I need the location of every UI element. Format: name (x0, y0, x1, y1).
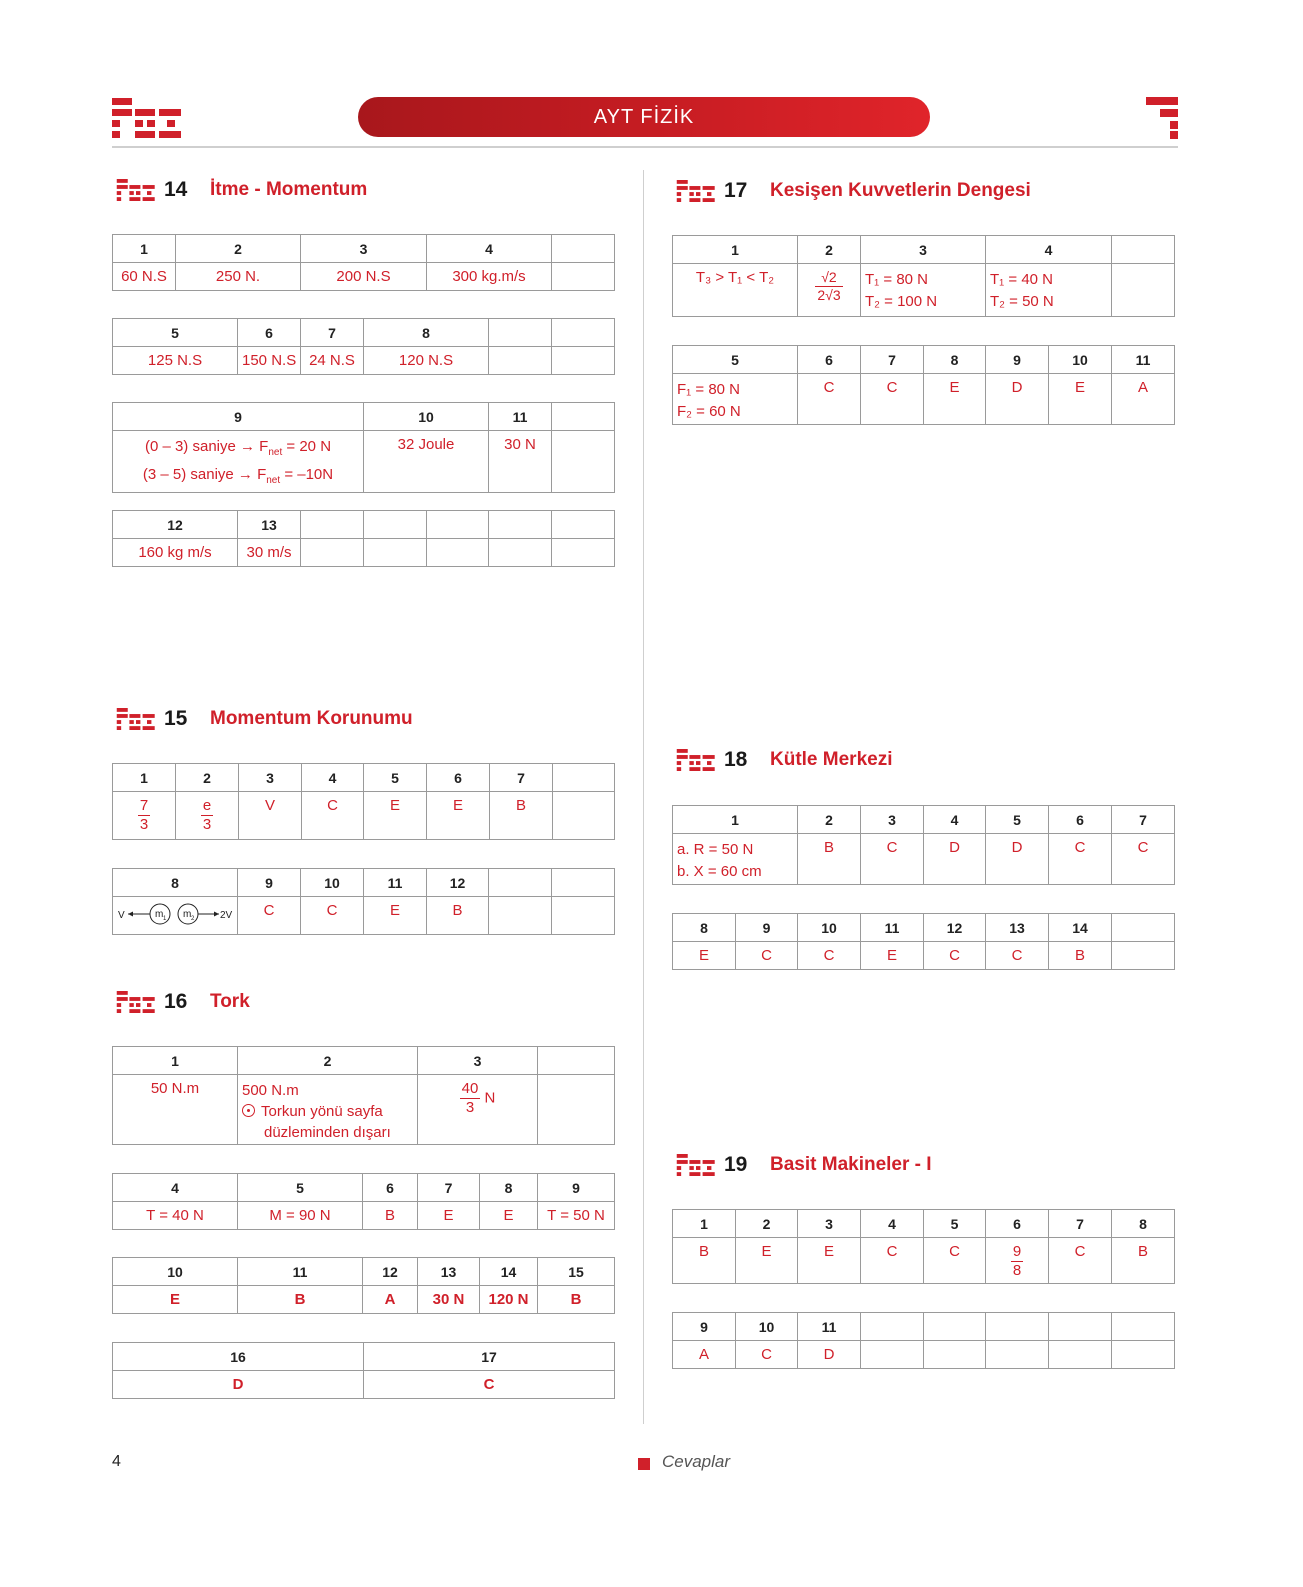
q-number: 9 (986, 346, 1049, 374)
answer-table-14b (112, 318, 615, 375)
empty-cell (364, 511, 427, 539)
answer-line: düzleminden dışarı (264, 1124, 391, 1141)
empty-cell (1112, 236, 1175, 264)
fraction: $\frac{7}{3}$ (139, 797, 149, 833)
answer-cell: D (986, 374, 1049, 425)
empty-cell (861, 1313, 924, 1341)
answer-table-19a (672, 1209, 1175, 1284)
answer-cell: C (861, 1238, 924, 1284)
answer-cell: C (736, 942, 798, 970)
svg-text:V: V (118, 910, 125, 921)
section-title-14 (116, 175, 367, 205)
q-number: 1 (673, 236, 798, 264)
empty-cell (364, 539, 427, 567)
faz-logo (112, 98, 182, 138)
answer-cell: 30 m/s (238, 539, 301, 567)
q-number: 12 (427, 869, 489, 897)
answer-table-16a (112, 1046, 615, 1145)
q-number: 17 (364, 1343, 615, 1371)
answer-cell: A (1112, 374, 1175, 425)
answer-cell: D (798, 1341, 861, 1369)
q-number: 9 (538, 1174, 615, 1202)
empty-cell (553, 764, 615, 792)
answer-cell: T = 40 N (113, 1202, 238, 1230)
empty-cell (552, 869, 615, 897)
answer-cell: C (1049, 1238, 1112, 1284)
faz-mini-logo (676, 749, 716, 771)
answer-cell: 150 N.S (238, 347, 301, 375)
answer-cell: T₁ = 80 N T₂ = 100 N (861, 264, 986, 317)
empty-cell (924, 1341, 986, 1369)
empty-cell (1049, 1341, 1112, 1369)
q-number: 11 (364, 869, 427, 897)
footer-label: Cevaplar (662, 1452, 731, 1471)
q-number: 5 (924, 1210, 986, 1238)
section-name: Momentum Korunumu (210, 708, 413, 729)
answer-cell: C (798, 942, 861, 970)
empty-cell (552, 403, 615, 431)
empty-cell (552, 431, 615, 493)
answer-cell: B (363, 1202, 418, 1230)
svg-text:m: m (183, 909, 192, 920)
answer-cell: B (798, 834, 861, 885)
empty-cell (986, 1313, 1049, 1341)
answer-table-14c (112, 402, 615, 493)
section-title-19 (676, 1150, 932, 1180)
q-number: 12 (113, 511, 238, 539)
q-number: 1 (673, 1210, 736, 1238)
q-number: 13 (238, 511, 301, 539)
collision-diagram (115, 901, 235, 927)
q-number: 1 (113, 764, 176, 792)
answer-table-18a (672, 805, 1175, 885)
answer-cell: T = 50 N (538, 1202, 615, 1230)
answer-cell: A (673, 1341, 736, 1369)
answer-cell: E (480, 1202, 538, 1230)
q-number: 4 (427, 235, 552, 263)
answer-cell: C (301, 897, 364, 935)
section-name: Basit Makineler - I (770, 1154, 932, 1175)
answer-line: Torkun yönü sayfa (242, 1101, 413, 1122)
q-number: 3 (861, 236, 986, 264)
empty-cell (427, 539, 489, 567)
answer-line: 500 N.m (242, 1082, 299, 1099)
answer-line: (3 – 5) saniye → $F_{net} = -10N$ (142, 466, 334, 486)
section-number: 17 (724, 179, 748, 202)
answer-cell: C (736, 1341, 798, 1369)
answer-table-17a (672, 235, 1175, 317)
answer-cell (113, 431, 364, 493)
q-number: 7 (861, 346, 924, 374)
q-number: 11 (798, 1313, 861, 1341)
q-number: 9 (113, 403, 364, 431)
q-number: 1 (673, 806, 798, 834)
column-divider (643, 170, 644, 1424)
faz-corner-logo (1146, 97, 1178, 139)
section-title-17 (676, 176, 1031, 206)
answer-cell: B (673, 1238, 736, 1284)
q-number: 8 (364, 319, 489, 347)
answer-table-16c (112, 1257, 615, 1314)
answer-cell: E (736, 1238, 798, 1284)
section-number: 18 (724, 748, 748, 771)
answer-table-19b (672, 1312, 1175, 1369)
q-number: 6 (798, 346, 861, 374)
answer-cell: B (238, 1286, 363, 1314)
q-number: 3 (861, 806, 924, 834)
answer-cell: E (1049, 374, 1112, 425)
empty-cell (489, 897, 552, 935)
q-number: 4 (113, 1174, 238, 1202)
answer-cell: E (418, 1202, 480, 1230)
page-number: 4 (112, 1453, 121, 1470)
answer-cell: a. R = 50 N b. X = 60 cm (673, 834, 798, 885)
q-number: 7 (1112, 806, 1175, 834)
empty-cell (489, 869, 552, 897)
empty-cell (1112, 942, 1175, 970)
answer-cell (113, 792, 176, 840)
answer-table-14d (112, 510, 615, 567)
answer-cell: C (238, 897, 301, 935)
q-number: 10 (798, 914, 861, 942)
answer-table-16d (112, 1342, 615, 1399)
answer-cell: 60 N.S (113, 263, 176, 291)
answer-line: (0 – 3) saniye → $F_{net} = 20$ N (144, 438, 332, 458)
q-number: 3 (301, 235, 427, 263)
q-number: 5 (673, 346, 798, 374)
q-number: 15 (538, 1258, 615, 1286)
empty-cell (552, 511, 615, 539)
empty-cell (552, 897, 615, 935)
q-number: 7 (418, 1174, 480, 1202)
q-number: 10 (301, 869, 364, 897)
q-number: 4 (302, 764, 364, 792)
answer-cell: E (427, 792, 490, 840)
empty-cell (538, 1047, 615, 1075)
empty-cell (301, 511, 364, 539)
empty-cell (553, 792, 615, 840)
section-number: 16 (164, 990, 188, 1013)
answer-cell: 30 N (489, 431, 552, 493)
q-number: 6 (986, 1210, 1049, 1238)
answer-cell: E (364, 792, 427, 840)
q-number: 7 (301, 319, 364, 347)
answer-cell: 300 kg.m/s (427, 263, 552, 291)
q-number: 5 (364, 764, 427, 792)
q-number: 12 (924, 914, 986, 942)
answer-cell: E (861, 942, 924, 970)
answer-cell: C (861, 834, 924, 885)
section-name: İtme - Momentum (210, 179, 368, 200)
q-number: 4 (924, 806, 986, 834)
q-number: 11 (1112, 346, 1175, 374)
q-number: 3 (239, 764, 302, 792)
answer-cell (176, 792, 239, 840)
faz-mini-logo (116, 708, 156, 730)
q-number: 14 (1049, 914, 1112, 942)
answer-cell: 125 N.S (113, 347, 238, 375)
q-number: 2 (798, 236, 861, 264)
empty-cell (552, 235, 615, 263)
answer-cell: E (113, 1286, 238, 1314)
answer-cell: C (1112, 834, 1175, 885)
empty-cell (1112, 914, 1175, 942)
q-number: 1 (113, 235, 176, 263)
q-number: 13 (418, 1258, 480, 1286)
answer-cell: 120 N.S (364, 347, 489, 375)
section-number: 15 (164, 707, 188, 730)
faz-mini-logo (116, 991, 156, 1013)
fraction: $\frac{40}{3}$ (461, 1080, 479, 1116)
empty-cell (1112, 1341, 1175, 1369)
q-number: 10 (113, 1258, 238, 1286)
answer-cell: D (924, 834, 986, 885)
q-number: 11 (238, 1258, 363, 1286)
empty-cell (427, 511, 489, 539)
q-number: 5 (238, 1174, 363, 1202)
answer-cell: 160 kg m/s (113, 539, 238, 567)
svg-text:m: m (155, 909, 164, 920)
answer-cell: 200 N.S (301, 263, 427, 291)
answer-cell: E (924, 374, 986, 425)
q-number: 13 (986, 914, 1049, 942)
fraction: $\frac{e}{3}$ (202, 797, 212, 833)
empty-cell (301, 539, 364, 567)
empty-cell (489, 539, 552, 567)
svg-text:1: 1 (163, 916, 167, 922)
empty-cell (986, 1341, 1049, 1369)
q-number: 4 (861, 1210, 924, 1238)
answer-cell: C (364, 1371, 615, 1399)
answer-cell (113, 897, 238, 935)
answer-cell (798, 264, 861, 317)
empty-cell (489, 347, 552, 375)
q-number: 11 (489, 403, 552, 431)
q-number: 6 (238, 319, 301, 347)
empty-cell (538, 1075, 615, 1145)
q-number: 5 (986, 806, 1049, 834)
q-number: 8 (480, 1174, 538, 1202)
answer-cell: C (798, 374, 861, 425)
answer-cell: C (1049, 834, 1112, 885)
answer-table-17b (672, 345, 1175, 425)
q-number: 2 (176, 764, 239, 792)
answer-cell: F₁ = 80 N F₂ = 60 N (673, 374, 798, 425)
q-number: 2 (736, 1210, 798, 1238)
empty-cell (1112, 264, 1175, 317)
answer-cell: E (798, 1238, 861, 1284)
empty-cell (489, 511, 552, 539)
answer-cell: 120 N (480, 1286, 538, 1314)
empty-cell (552, 539, 615, 567)
section-title-16 (116, 987, 250, 1017)
answer-cell: E (673, 942, 736, 970)
answer-cell: B (1112, 1238, 1175, 1284)
answer-cell: T₃ > T₁ < T₂ (673, 264, 798, 317)
q-number: 8 (924, 346, 986, 374)
empty-cell (861, 1341, 924, 1369)
q-number: 9 (673, 1313, 736, 1341)
q-number: 2 (798, 806, 861, 834)
empty-cell (552, 263, 615, 291)
answer-cell: B (490, 792, 553, 840)
q-number: 5 (113, 319, 238, 347)
answer-table-15a (112, 763, 615, 840)
empty-cell (1112, 1313, 1175, 1341)
header-title: AYT FİZİK (358, 97, 930, 137)
answer-cell (986, 1238, 1049, 1284)
answer-cell: D (986, 834, 1049, 885)
answer-cell: A (363, 1286, 418, 1314)
q-number: 9 (736, 914, 798, 942)
answer-cell: C (924, 942, 986, 970)
q-number: 6 (427, 764, 490, 792)
answer-cell: 24 N.S (301, 347, 364, 375)
answer-cell: C (924, 1238, 986, 1284)
fraction: $\frac{√2}{2√3}$ (817, 269, 841, 303)
answer-table-14a (112, 234, 615, 291)
q-number: 10 (736, 1313, 798, 1341)
q-number: 6 (1049, 806, 1112, 834)
q-number: 8 (113, 869, 238, 897)
empty-cell (552, 319, 615, 347)
q-number: 1 (113, 1047, 238, 1075)
q-number: 11 (861, 914, 924, 942)
q-number: 12 (363, 1258, 418, 1286)
q-number: 6 (363, 1174, 418, 1202)
footer-square-icon (638, 1458, 650, 1470)
section-number: 19 (724, 1153, 748, 1176)
empty-cell (489, 319, 552, 347)
answer-cell: 50 N.m (113, 1075, 238, 1145)
q-number: 3 (418, 1047, 538, 1075)
empty-cell (924, 1313, 986, 1341)
answer-table-16b (112, 1173, 615, 1230)
header-rule (112, 146, 1178, 148)
out-of-page-icon (242, 1104, 255, 1117)
answer-cell: C (302, 792, 364, 840)
section-name: Kütle Merkezi (770, 749, 893, 770)
q-number: 10 (1049, 346, 1112, 374)
answer-cell: D (113, 1371, 364, 1399)
section-title-15 (116, 704, 413, 734)
empty-cell (552, 347, 615, 375)
answer-table-18b (672, 913, 1175, 970)
answer-table-15b (112, 868, 615, 935)
answer-cell: B (1049, 942, 1112, 970)
section-name: Kesişen Kuvvetlerin Dengesi (770, 180, 1031, 201)
answer-cell: 32 Joule (364, 431, 489, 493)
faz-mini-logo (116, 179, 156, 201)
q-number: 2 (238, 1047, 418, 1075)
answer-cell: C (986, 942, 1049, 970)
q-number: 2 (176, 235, 301, 263)
q-number: 8 (1112, 1210, 1175, 1238)
section-number: 14 (164, 178, 188, 201)
answer-cell: C (861, 374, 924, 425)
answer-cell: V (239, 792, 302, 840)
faz-mini-logo (676, 1154, 716, 1176)
answer-cell (238, 1075, 418, 1145)
q-number: 7 (1049, 1210, 1112, 1238)
answer-cell: $\frac{40}{3}$ N (418, 1075, 538, 1145)
q-number: 14 (480, 1258, 538, 1286)
answer-cell: B (538, 1286, 615, 1314)
q-number: 16 (113, 1343, 364, 1371)
q-number: 3 (798, 1210, 861, 1238)
answer-cell: B (427, 897, 489, 935)
answer-cell: E (364, 897, 427, 935)
section-name: Tork (210, 991, 250, 1012)
answer-cell: T₁ = 40 N T₂ = 50 N (986, 264, 1112, 317)
faz-mini-logo (676, 180, 716, 202)
fraction: $\frac{9}{8}$ (1012, 1243, 1022, 1279)
empty-cell (1049, 1313, 1112, 1341)
section-title-18 (676, 745, 892, 775)
answer-cell: 30 N (418, 1286, 480, 1314)
q-number: 10 (364, 403, 489, 431)
q-number: 7 (490, 764, 553, 792)
svg-text:2: 2 (191, 916, 195, 922)
answer-cell: 250 N. (176, 263, 301, 291)
q-number: 9 (238, 869, 301, 897)
answer-cell: M = 90 N (238, 1202, 363, 1230)
svg-text:2V: 2V (220, 910, 233, 921)
q-number: 8 (673, 914, 736, 942)
q-number: 4 (986, 236, 1112, 264)
